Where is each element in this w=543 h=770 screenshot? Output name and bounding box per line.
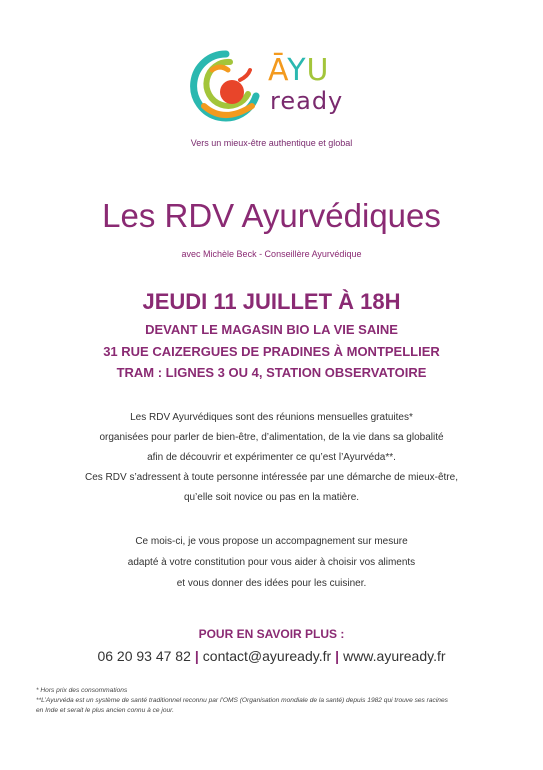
contact-phone[interactable]: 06 20 93 47 82	[97, 648, 191, 664]
contact-line	[0, 648, 543, 664]
brand-name-ready: ready	[270, 87, 344, 115]
description-paragraph	[0, 408, 543, 508]
ayuready-logo-icon	[190, 50, 262, 122]
description-line: organisées pour parler de bien-être, d’alimentation, de la vie dans sa globalité	[99, 432, 444, 443]
offer-line: et vous donner des idées pour les cuisiner.	[176, 578, 367, 589]
logo	[190, 50, 360, 130]
footnote: **L’Ayurvéda est un système de santé traditionnel reconnu par l’OMS (Organisation mondiale de la santé) depuis 1982 qui trouve ses racines	[36, 697, 448, 704]
page-title: Les RDV Ayurvédiques	[102, 197, 441, 234]
contact-separator: |	[335, 648, 340, 664]
brand-letter-u: U	[306, 53, 330, 88]
event-location-line: TRAM : LIGNES 3 OU 4, STATION OBSERVATOIRE	[116, 365, 427, 380]
brand-letter-a: Ā	[268, 53, 288, 88]
description-line: Ces RDV s’adressent à toute personne intéressée par une démarche de mieux-être,	[85, 472, 458, 483]
offer-paragraph	[0, 531, 543, 594]
contact-heading: POUR EN SAVOIR PLUS :	[198, 627, 345, 641]
description-line: qu’elle soit novice ou pas en la matière.	[183, 492, 360, 503]
contact-email[interactable]: contact@ayuready.fr	[202, 648, 332, 664]
footnote: * Hors prix des consommations	[36, 687, 128, 694]
description-line: afin de découvrir et expérimenter ce qu’est l’Ayurvéda**.	[147, 452, 396, 463]
event-date: JEUDI 11 JUILLET À 18H	[142, 289, 401, 314]
description-line: Les RDV Ayurvédiques sont des réunions mensuelles gratuites*	[130, 412, 413, 423]
contact-website[interactable]: www.ayuready.fr	[343, 648, 446, 664]
tagline: Vers un mieux-être authentique et global	[190, 138, 353, 148]
contact-separator: |	[194, 648, 199, 664]
brand-letter-y: Y	[287, 53, 307, 88]
offer-line: adapté à votre constitution pour vous aider à choisir vos aliments	[127, 557, 416, 568]
brand-name-ayu	[268, 53, 330, 88]
page-subtitle: avec Michèle Beck - Conseillère Ayurvédique	[181, 249, 362, 259]
footnotes	[36, 686, 516, 716]
event-location-line: DEVANT LE MAGASIN BIO LA VIE SAINE	[145, 322, 398, 337]
offer-line: Ce mois-ci, je vous propose un accompagnement sur mesure	[135, 536, 408, 547]
event-location-line: 31 RUE CAIZERGUES DE PRADINES À MONTPELLIER	[103, 344, 440, 359]
footnote: en Inde et serait le plus ancien connu à ce jour.	[36, 707, 174, 714]
